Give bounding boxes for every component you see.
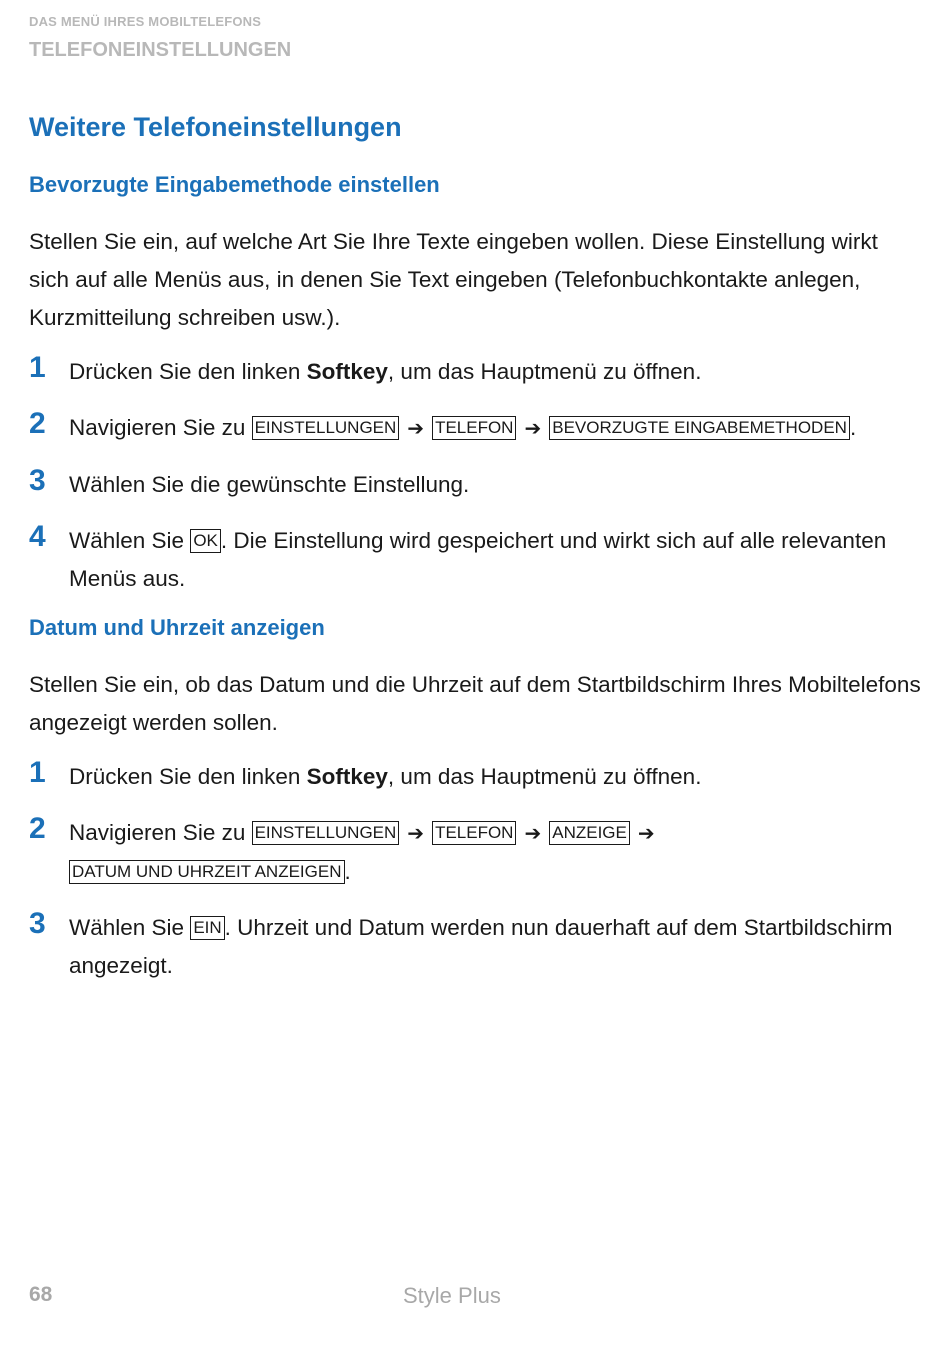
- product-name: Style Plus: [403, 1283, 501, 1308]
- step-text: Navigieren Sie zu: [69, 820, 252, 845]
- step-text: Wählen Sie die gewünschte Einstellung.: [69, 472, 470, 497]
- step-number: 2: [29, 812, 46, 845]
- input-method-heading: Bevorzugte Eingabemethode einstellen: [29, 172, 440, 197]
- step-item: [29, 758, 921, 796]
- date-time-steps: [29, 758, 921, 985]
- arrow-right-icon: ➔: [407, 418, 425, 440]
- menu-key-einstellungen: EINSTELLUNGEN: [252, 416, 400, 440]
- arrow-right-icon: ➔: [637, 823, 655, 845]
- menu-key-eingabemethoden: BEVORZUGTE EINGABEMETHODEN: [549, 416, 850, 440]
- step-item: [29, 814, 921, 891]
- arrow-right-icon: ➔: [524, 418, 542, 440]
- input-method-intro: Stellen Sie ein, auf welche Art Sie Ihre Texte eingeben wollen. Diese Einstellung wirkt sich auf alle Menüs aus, in denen Sie Text eingeben (Telefonbuchkontakte anlegen, Kurzmitteilung schreiben usw.).: [29, 229, 878, 330]
- step-text: Navigieren Sie zu: [69, 415, 252, 440]
- page-number: 68: [29, 1283, 53, 1306]
- step-item: [29, 466, 921, 504]
- step-item: [29, 522, 921, 598]
- step-text: Drücken Sie den linken: [69, 359, 307, 384]
- step-item: [29, 909, 921, 985]
- softkey-label: Softkey: [306, 764, 388, 789]
- manual-page: [29, 0, 921, 1360]
- menu-key-telefon: TELEFON: [432, 821, 516, 845]
- step-number: 3: [29, 464, 46, 497]
- input-method-steps: [29, 353, 921, 598]
- section-heading: TELEFONEINSTELLUNGEN: [29, 39, 292, 61]
- step-text: . Die Einstellung wird gespeichert und wirkt sich auf alle relevanten Menüs aus.: [69, 528, 887, 591]
- arrow-right-icon: ➔: [524, 823, 542, 845]
- menu-key-anzeige: ANZEIGE: [549, 821, 630, 845]
- step-text: Wählen Sie: [69, 528, 191, 553]
- step-text: Drücken Sie den linken: [69, 764, 307, 789]
- date-time-heading: Datum und Uhrzeit anzeigen: [29, 615, 325, 640]
- step-number: 2: [29, 407, 46, 440]
- menu-key-einstellungen: EINSTELLUNGEN: [252, 821, 400, 845]
- date-time-intro: Stellen Sie ein, ob das Datum und die Uhrzeit auf dem Startbildschirm Ihres Mobiltelefons angezeigt werden sollen.: [29, 672, 921, 735]
- step-item: [29, 353, 921, 391]
- step-number: 3: [29, 907, 46, 940]
- arrow-right-icon: ➔: [407, 823, 425, 845]
- step-item: [29, 409, 921, 448]
- step-number: 1: [29, 351, 46, 384]
- step-text: . Uhrzeit und Datum werden nun dauerhaft auf dem Startbildschirm angezeigt.: [69, 915, 893, 978]
- step-text: , um das Hauptmenü zu öffnen.: [387, 359, 702, 384]
- step-number: 1: [29, 756, 46, 789]
- menu-key-ein: EIN: [190, 916, 224, 940]
- menu-key-telefon: TELEFON: [432, 416, 516, 440]
- chapter-heading: DAS MENÜ IHRES MOBILTELEFONS: [29, 14, 262, 29]
- softkey-label: Softkey: [306, 359, 388, 384]
- step-text: , um das Hauptmenü zu öffnen.: [387, 764, 702, 789]
- page-content: [29, 110, 921, 985]
- menu-key-datum-uhrzeit: DATUM UND UHRZEIT ANZEIGEN: [69, 860, 345, 884]
- step-punctuation: .: [849, 415, 857, 440]
- step-punctuation: .: [344, 859, 351, 884]
- step-number: 4: [29, 520, 46, 553]
- page-title: Weitere Telefoneinstellungen: [29, 112, 402, 142]
- menu-key-ok: OK: [190, 529, 221, 553]
- step-text: Wählen Sie: [69, 915, 191, 940]
